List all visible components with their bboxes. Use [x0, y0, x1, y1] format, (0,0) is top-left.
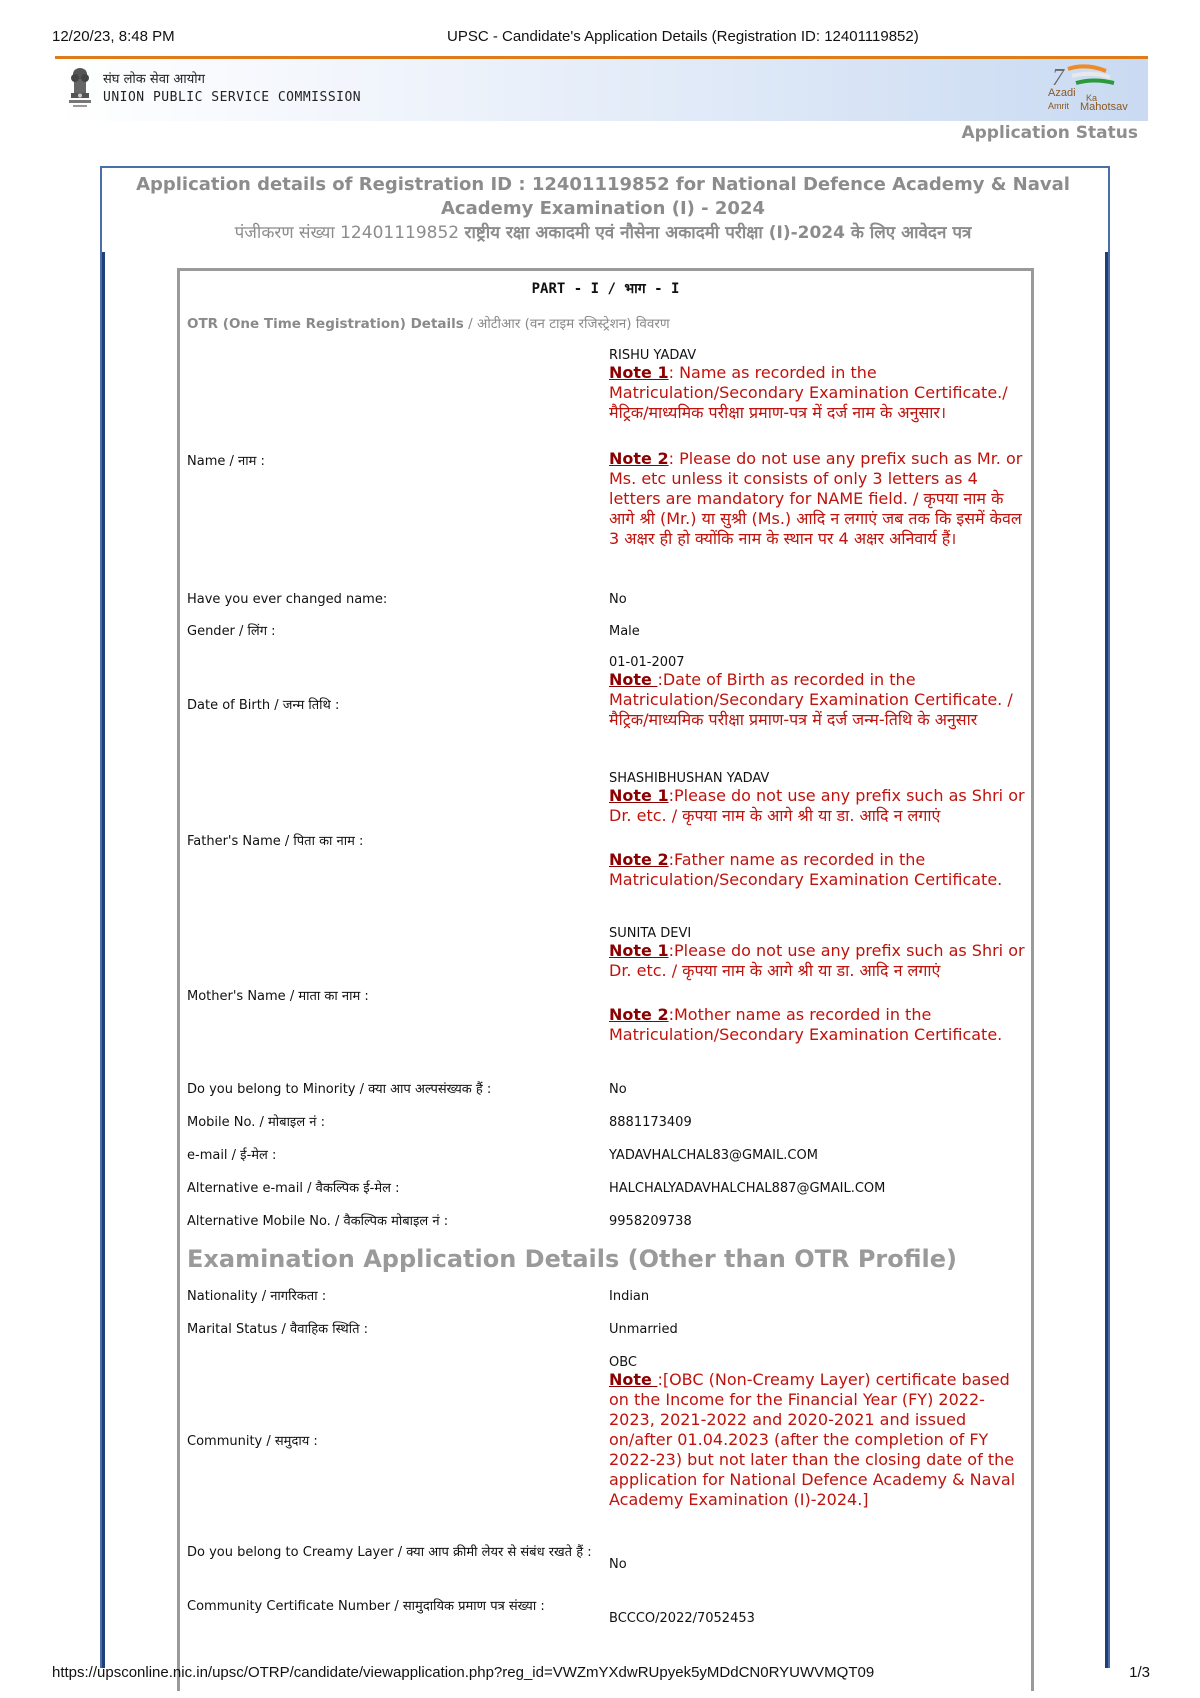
nationality-value: Indian	[609, 1289, 650, 1304]
changed-name-label: Have you ever changed name:	[187, 592, 388, 607]
note-text: : Name as recorded in the Matriculation/Secondary Examination Certificate./ मैट्रिक/माध्यमिक परीक्षा प्रमाण-पत्र में दर्ज नाम के अनुसार।	[609, 363, 1008, 422]
mobile-label: Mobile No. / मोबाइल नं :	[187, 1115, 325, 1130]
gender-label: Gender / लिंग :	[187, 624, 276, 639]
marital-status-value: Unmarried	[609, 1322, 678, 1337]
note-label: Note 1	[609, 941, 669, 960]
dob-label: Date of Birth / जन्म तिथि :	[187, 698, 340, 713]
azadi-ka-amrit-mahotsav-logo	[1046, 61, 1144, 117]
email-value: YADAVHALCHAL83@GMAIL.COM	[609, 1148, 818, 1163]
logo-azadi: Azadi	[1048, 87, 1076, 99]
father-name-value: SHASHIBHUSHAN YADAV	[609, 771, 770, 786]
father-note-2	[609, 850, 1027, 890]
page-heading-line1: Application details of Registration ID : 12401119852 for National Defence Academy & Naval	[136, 174, 1070, 195]
note-label: Note	[609, 1370, 658, 1389]
note-text: :[OBC (Non-Creamy Layer) certificate based on the Income for the Financial Year (FY) 2022-2023, 2021-2022 and 2020-2021 and issued on/after 01.04.2023 (after the completion of FY 2022-23) but not later than the closing date of the application for National Defence Academy & Naval Academy Examination (I)-2024.]	[609, 1370, 1016, 1509]
otr-sub-en: OTR (One Time Registration) Details	[187, 316, 464, 332]
mobile-value: 8881173409	[609, 1115, 692, 1130]
creamy-layer-value: No	[609, 1557, 627, 1572]
nationality-label: Nationality / नागरिकता :	[187, 1289, 327, 1304]
alt-mobile-value: 9958209738	[609, 1214, 692, 1229]
note-label: Note 2	[609, 449, 669, 468]
note-label: Note 2	[609, 850, 669, 869]
email-label: e-mail / ई-मेल :	[187, 1148, 277, 1163]
changed-name-value: No	[609, 592, 627, 607]
svg-text:7: 7	[1052, 65, 1064, 91]
note-label: Note 2	[609, 1005, 669, 1024]
otr-sub-hi: / ओटीआर (वन टाइम रजिस्ट्रेशन) विवरण	[463, 316, 670, 332]
name-note-1	[609, 363, 1027, 423]
minority-value: No	[609, 1082, 627, 1097]
note-text: :Please do not use any prefix such as Shri or Dr. etc. / कृपया नाम के आगे श्री या डा. आदि न लगाएं	[609, 786, 1025, 825]
mother-name-label: Mother's Name / माता का नाम :	[187, 989, 369, 1004]
community-certificate-label: Community Certificate Number / सामुदायिक प्रमाण पत्र संख्या :	[187, 1599, 545, 1614]
note-label: Note 1	[609, 363, 669, 382]
creamy-layer-label: Do you belong to Creamy Layer / क्या आप क्रीमी लेयर से संबंध रखते हैं :	[187, 1545, 592, 1560]
note-label: Note 1	[609, 786, 669, 805]
part-one-title: PART - I / भाग - I	[531, 281, 680, 297]
exam-details-heading: Examination Application Details (Other than OTR Profile)	[187, 1245, 957, 1273]
dob-note	[609, 670, 1027, 730]
mother-note-1	[609, 941, 1027, 981]
org-name-hindi: संघ लोक सेवा आयोग	[103, 72, 205, 87]
upsc-header-bar	[55, 56, 1148, 121]
father-note-1	[609, 786, 1027, 826]
org-name-english: UNION PUBLIC SERVICE COMMISSION	[103, 90, 362, 105]
mother-name-value: SUNITA DEVI	[609, 926, 692, 941]
logo-amrit: Amrit	[1048, 101, 1069, 111]
logo-mahotsav: Mahotsav	[1080, 101, 1128, 113]
print-page-number: 1/3	[1129, 1664, 1150, 1681]
name-value: RISHU YADAV	[609, 348, 697, 363]
print-document-title: UPSC - Candidate's Application Details (Registration ID: 12401119852)	[447, 28, 919, 45]
name-label: Name / नाम :	[187, 454, 265, 469]
community-label: Community / समुदाय :	[187, 1434, 318, 1449]
community-note	[609, 1370, 1027, 1510]
minority-label: Do you belong to Minority / क्या आप अल्पसंख्यक हैं :	[187, 1082, 492, 1097]
alt-mobile-label: Alternative Mobile No. / वैकल्पिक मोबाइल नं :	[187, 1214, 449, 1229]
heading-hindi-text: राष्ट्रीय रक्षा अकादमी एवं नौसेना अकादमी परीक्षा (I)-2024 के लिए आवेदन पत्र	[464, 223, 972, 243]
alt-email-value: HALCHALYADAVHALCHAL887@GMAIL.COM	[609, 1181, 886, 1196]
note-label: Note	[609, 670, 658, 689]
print-url: https://upsconline.nic.in/upsc/OTRP/candidate/viewapplication.php?reg_id=VWZmYXdwRUpyek5yMDdCN0RYUWVMQT09	[52, 1664, 875, 1681]
heading-hindi-prefix: पंजीकरण संख्या 12401119852	[234, 223, 465, 243]
gender-value: Male	[609, 624, 640, 639]
note-text: :Mother name as recorded in the Matriculation/Secondary Examination Certificate.	[609, 1005, 1003, 1044]
otr-details-subheading	[187, 314, 670, 332]
page-heading-english	[110, 173, 1096, 221]
note-text: :Date of Birth as recorded in the Matriculation/Secondary Examination Certificate. / मैट्रिक/माध्यमिक परीक्षा प्रमाण-पत्र में दर्ज जन्म-तिथि के अनुसार	[609, 670, 1013, 729]
name-note-2	[609, 449, 1027, 549]
print-datetime: 12/20/23, 8:48 PM	[52, 28, 175, 45]
marital-status-label: Marital Status / वैवाहिक स्थिति :	[187, 1322, 368, 1337]
page-heading-line2: Academy Examination (I) - 2024	[440, 198, 765, 219]
alt-email-label: Alternative e-mail / वैकल्पिक ई-मेल :	[187, 1181, 400, 1196]
note-text: :Please do not use any prefix such as Shri or Dr. etc. / कृपया नाम के आगे श्री या डा. आदि न लगाएं	[609, 941, 1025, 980]
community-value: OBC	[609, 1355, 637, 1370]
father-name-label: Father's Name / पिता का नाम :	[187, 834, 364, 849]
community-certificate-value: BCCCO/2022/7052453	[609, 1611, 755, 1626]
mother-note-2	[609, 1005, 1027, 1045]
note-text: : Please do not use any prefix such as Mr. or Ms. etc unless it consists of only 3 letters as 4 letters are mandatory for NAME field. / कृपया नाम के आगे श्री (Mr.) या सुश्री (Ms.) आदि न लगाएं जब तक कि इसमें केवल 3 अक्षर ही हो क्योंकि नाम के स्थान पर 4 अक्षर अनिवार्य हैं।	[609, 449, 1023, 548]
national-emblem-icon	[65, 65, 95, 111]
page-heading-hindi	[110, 220, 1096, 243]
note-text: :Father name as recorded in the Matriculation/Secondary Examination Certificate.	[609, 850, 1003, 889]
dob-value: 01-01-2007	[609, 655, 685, 670]
logo-ka: Ka	[1086, 93, 1098, 103]
application-status-link[interactable]: Application Status	[961, 123, 1138, 143]
